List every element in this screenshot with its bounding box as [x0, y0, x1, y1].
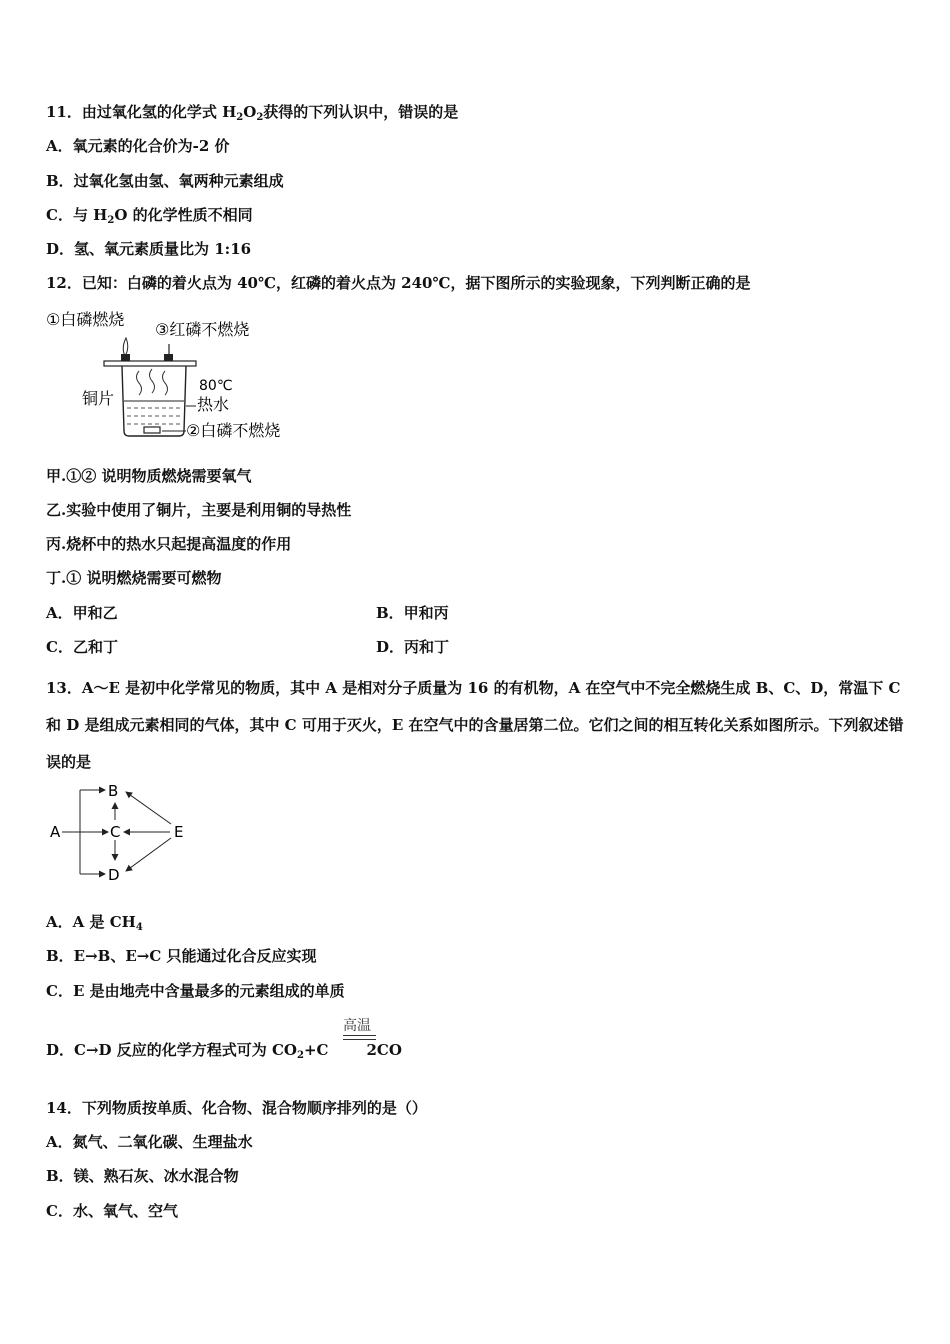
q11-option-b: B．过氧化氢由氢、氧两种元素组成: [46, 172, 284, 190]
q12-option-a: A．甲和乙: [46, 604, 118, 622]
arrow-e-to-d: [126, 838, 171, 871]
q12-statement-yi: 乙.实验中使用了铜片，主要是利用铜的导热性: [46, 501, 352, 519]
label-copper-sheet: 铜片: [82, 389, 115, 408]
q11-stem-text-1: 11．由过氧化氢的化学式 H: [46, 103, 237, 121]
node-c: C: [110, 823, 121, 841]
copper-sheet: [104, 361, 196, 366]
q12-statement-ding: 丁.① 说明燃烧需要可燃物: [46, 569, 222, 587]
q11-stem-sub-2: 2: [256, 112, 264, 123]
label-temperature: 80℃: [199, 378, 233, 394]
white-phosphorus-pile: [121, 354, 130, 361]
q11-option-d: D．氢、氧元素质量比为 1:16: [46, 240, 252, 258]
conversion-diagram: [44, 778, 204, 888]
flame-icon: [123, 338, 128, 356]
q13-option-d-text-3: 2CO: [366, 1041, 402, 1059]
q11-stem-sub-1: 2: [236, 112, 244, 123]
q13-option-b: B．E→B、E→C 只能通过化合反应实现: [46, 947, 317, 965]
arrow-e-to-b: [126, 792, 171, 824]
q11-option-a: A．氧元素的化合价为-2 价: [46, 137, 230, 155]
q12-stem: 12．已知：白磷的着火点为 40℃，红磷的着火点为 240℃，据下图所示的实验现象，下列判断正确的是: [46, 274, 751, 292]
submerged-white-phosphorus: [144, 427, 160, 433]
q11-option-c: [46, 205, 253, 225]
label-hot-water: 热水: [197, 395, 230, 414]
q12-option-b: B．甲和丙: [376, 604, 449, 622]
q12-option-c: C．乙和丁: [46, 638, 118, 656]
q14-option-a: A．氮气、二氧化碳、生理盐水: [46, 1133, 253, 1151]
reaction-equals-sign: [343, 1035, 376, 1040]
q13-option-d-sub: 2: [296, 1050, 304, 1061]
label-white-phosphorus-burning: ①白磷燃烧: [46, 310, 125, 329]
q14-option-c: C．水、氧气、空气: [46, 1202, 178, 1220]
q14-stem: 14．下列物质按单质、化合物、混合物顺序排列的是（）: [46, 1099, 427, 1117]
node-d: D: [108, 866, 120, 884]
node-a: A: [50, 823, 61, 841]
node-e: E: [174, 823, 184, 841]
q11-option-c-sub: 2: [107, 215, 115, 226]
q11-stem: [46, 102, 458, 122]
q13-stem: 13．A～E 是初中化学常见的物质，其中 A 是相对分子质量为 16 的有机物，A 在空气中不完全燃烧生成 B、C、D，常温下 C 和 D 是组成元素相同的气体，其中 C 可用于灭火，E 在空气中的含量居第二位。它们之间的相互转化关系如图所示。下列叙述错误的是: [46, 679, 904, 771]
q13-option-a-text: A．A 是 CH: [46, 913, 136, 931]
q13-option-d-text-2: +C: [303, 1041, 329, 1059]
q13-option-c: C．E 是由地壳中含量最多的元素组成的单质: [46, 982, 345, 1000]
q11-stem-text-3: 获得的下列认识中，错误的是: [263, 103, 459, 121]
label-white-phosphorus-not-burning: ②白磷不燃烧: [186, 421, 281, 440]
q11-option-c-text-2: O 的化学性质不相同: [114, 206, 253, 224]
q11-stem-text-2: O: [243, 103, 257, 121]
q13-option-d-text-1: D．C→D 反应的化学方程式可为 CO: [46, 1041, 297, 1059]
q11-option-c-text-1: C．与 H: [46, 206, 108, 224]
q13-option-d: [46, 1040, 402, 1060]
q13-option-a-sub: 4: [135, 922, 143, 933]
q12-option-d: D．丙和丁: [376, 638, 450, 656]
q14-option-b: B．镁、熟石灰、冰水混合物: [46, 1167, 239, 1185]
q12-statement-jia: 甲.①② 说明物质燃烧需要氧气: [46, 467, 252, 485]
q13-option-a: [46, 912, 143, 932]
q12-statement-bing: 丙.烧杯中的热水只起提高温度的作用: [46, 535, 292, 553]
node-b: B: [108, 782, 119, 800]
combustion-experiment-figure: [44, 306, 314, 446]
reaction-condition-label: 高温: [343, 1018, 371, 1034]
label-red-phosphorus-not-burning: ③红磷不燃烧: [155, 320, 250, 339]
red-phosphorus-pile: [164, 354, 173, 361]
